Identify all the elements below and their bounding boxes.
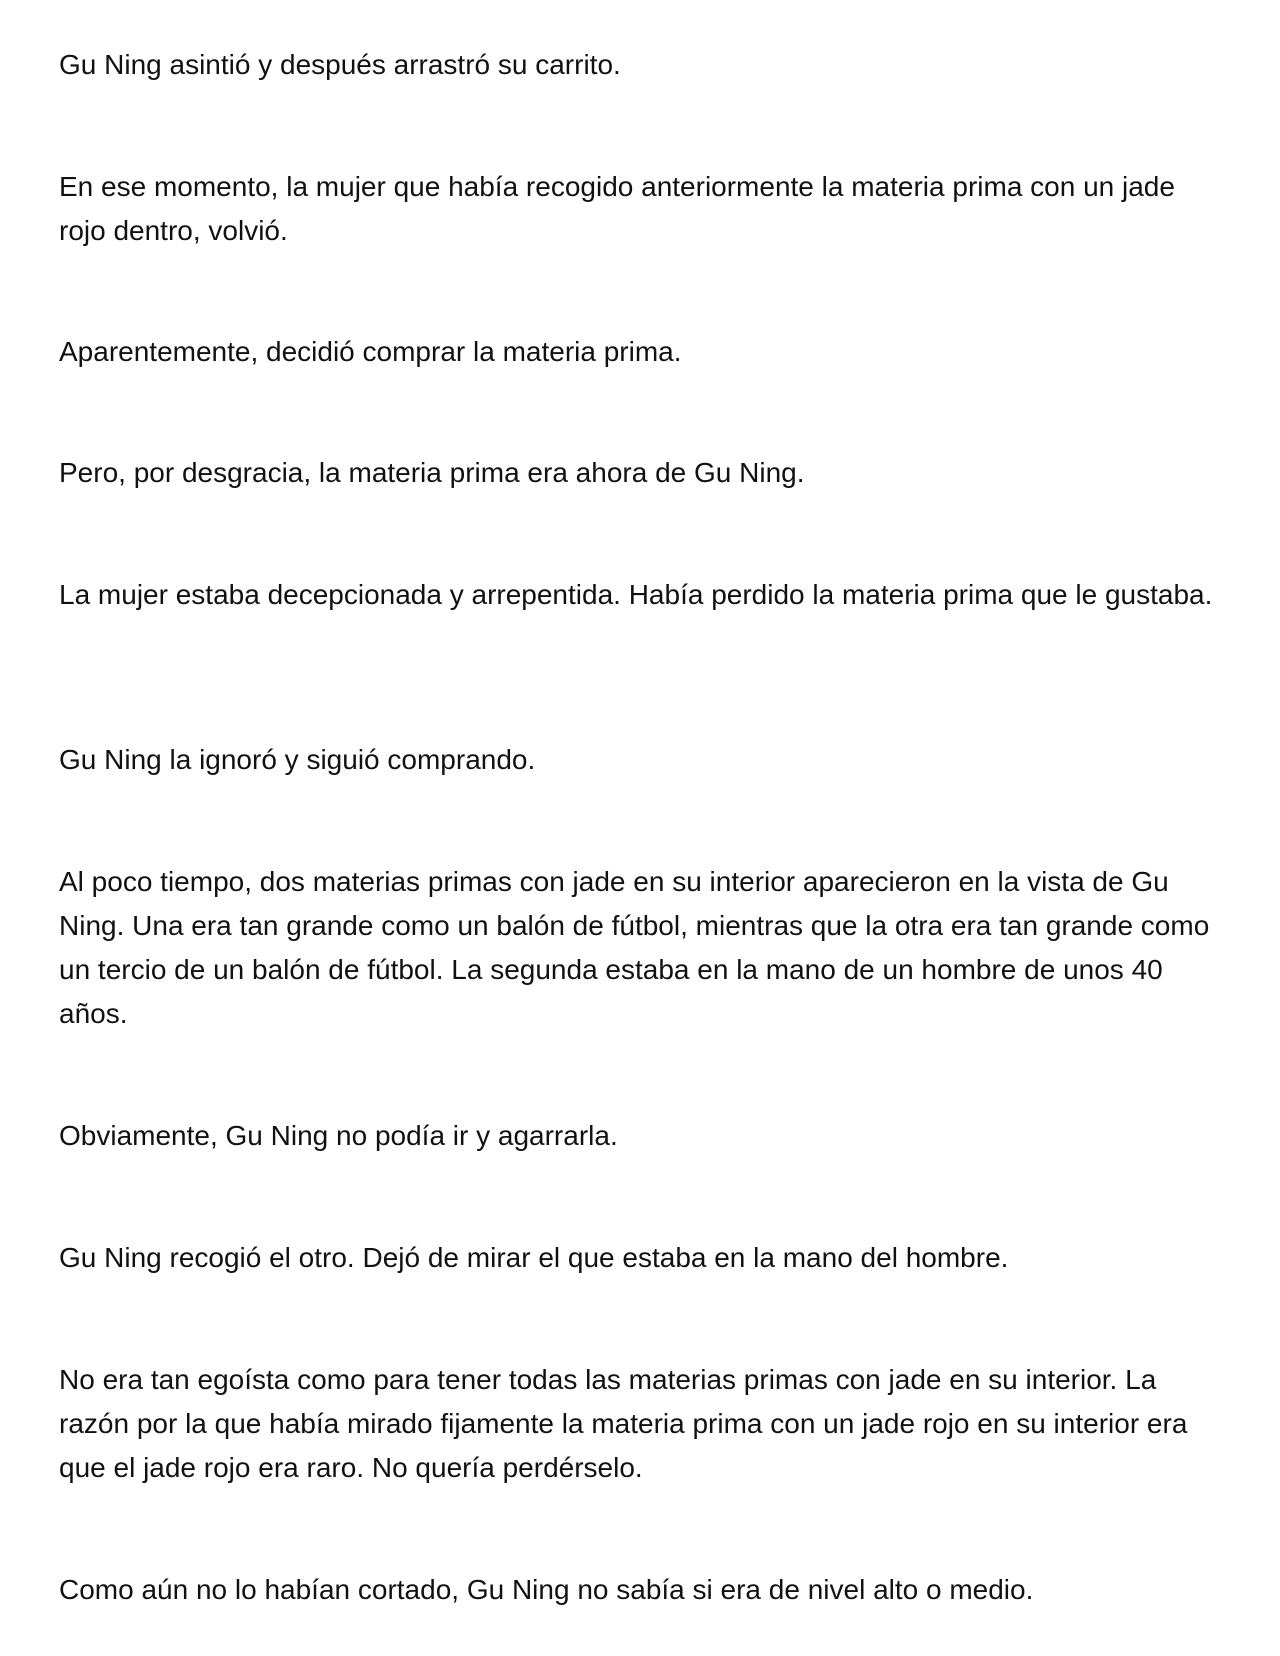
paragraph-9: Gu Ning recogió el otro. Dejó de mirar el que estaba en la mano del hombre.: [59, 1242, 1009, 1273]
paragraph-11: Como aún no lo habían cortado, Gu Ning no sabía si era de nivel alto o medio.: [59, 1574, 1034, 1605]
paragraph-1: Gu Ning asintió y después arrastró su carrito.: [59, 49, 621, 80]
paragraph-4: Pero, por desgracia, la materia prima era ahora de Gu Ning.: [59, 457, 805, 488]
paragraph-7: Al poco tiempo, dos materias primas con jade en su interior aparecieron en la vista de Gu Ning. Una era tan grande como un balón de fútbol, mientras que la otra era tan grande como un tercio de un balón de fútbol. La segunda estaba en la mano de un hombre de unos 40 años.: [59, 866, 1210, 1029]
paragraph-2: En ese momento, la mujer que había recogido anteriormente la materia prima con un jade rojo dentro, volvió.: [59, 171, 1175, 246]
paragraph-3: Aparentemente, decidió comprar la materia prima.: [59, 336, 682, 367]
paragraph-10: No era tan egoísta como para tener todas las materias primas con jade en su interior. La razón por la que había mirado fijamente la materia prima con un jade rojo en su interior era que el jade rojo era raro. No quería perdérselo.: [59, 1364, 1188, 1483]
paragraph-6: Gu Ning la ignoró y siguió comprando.: [59, 744, 536, 775]
paragraph-5: La mujer estaba decepcionada y arrepentida. Había perdido la materia prima que le gustaba.: [59, 579, 1213, 610]
paragraph-8: Obviamente, Gu Ning no podía ir y agarrarla.: [59, 1120, 618, 1151]
